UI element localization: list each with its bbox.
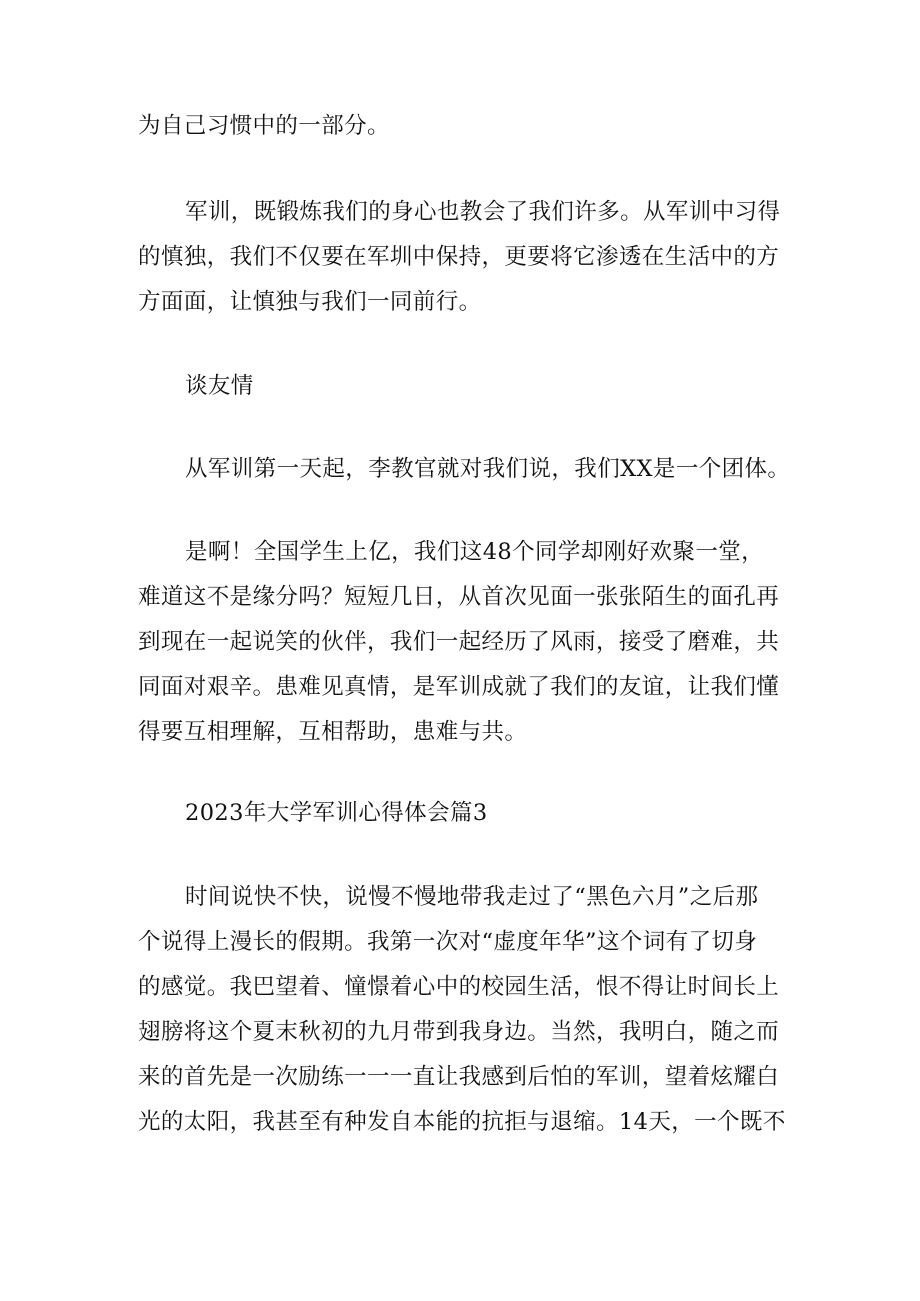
text-line: 谈友情 bbox=[185, 373, 254, 399]
text-line: 个说得上漫长的假期。我第一次对“虚度年华”这个词有了切身 bbox=[138, 929, 758, 955]
text-line: 从军训第一天起，李教官就对我们说，我们XX是一个团体。 bbox=[185, 456, 791, 482]
paragraph-military-training-discipline bbox=[138, 190, 788, 325]
text-line: 得要互相理解，互相帮助，患难与共。 bbox=[138, 719, 528, 745]
text-line: 翅膀将这个夏末秋初的九月带到我身边。当然，我明白，随之而 bbox=[138, 1019, 780, 1045]
paragraph-article-body bbox=[138, 875, 788, 1145]
text-line: 同面对艰辛。患难见真情，是军训成就了我们的友谊，让我们懂 bbox=[138, 674, 780, 700]
text-line: 是啊！全国学生上亿，我们这48个同学却刚好欢聚一堂， bbox=[185, 539, 765, 565]
text-line: 到现在一起说笑的伙伴，我们一起经历了风雨，接受了磨难，共 bbox=[138, 629, 780, 655]
text-line: 时间说快不快，说慢不慢地带我走过了“黑色六月”之后那 bbox=[185, 884, 759, 910]
paragraph-friendship-body bbox=[138, 530, 788, 755]
section-heading-friendship bbox=[138, 364, 788, 409]
text-line: 的慎独，我们不仅要在军圳中保持，更要将它渗透在生活中的方 bbox=[138, 244, 780, 270]
article-heading bbox=[138, 791, 788, 836]
text-line: 光的太阳，我甚至有种发自本能的抗拒与退缩。14天，一个既不 bbox=[138, 1109, 786, 1135]
text-line: 难道这不是缘分吗？短短几日，从首次见面一张张陌生的面孔再 bbox=[138, 584, 780, 610]
paragraph-team bbox=[138, 447, 791, 492]
paragraph-continuation bbox=[138, 104, 788, 149]
text-line: 2023年大学军训心得体会篇3 bbox=[185, 800, 488, 826]
text-line: 方面面，让慎独与我们一同前行。 bbox=[138, 289, 482, 315]
text-line: 为自己习惯中的一部分。 bbox=[138, 113, 390, 139]
text-line: 的感觉。我巴望着、憧憬着心中的校园生活，恨不得让时间长上 bbox=[138, 974, 780, 1000]
text-line: 军训，既锻炼我们的身心也教会了我们许多。从军训中习得 bbox=[185, 199, 781, 225]
text-line: 来的首先是一次励练一一一直让我感到后怕的军训，望着炫耀白 bbox=[138, 1064, 780, 1090]
